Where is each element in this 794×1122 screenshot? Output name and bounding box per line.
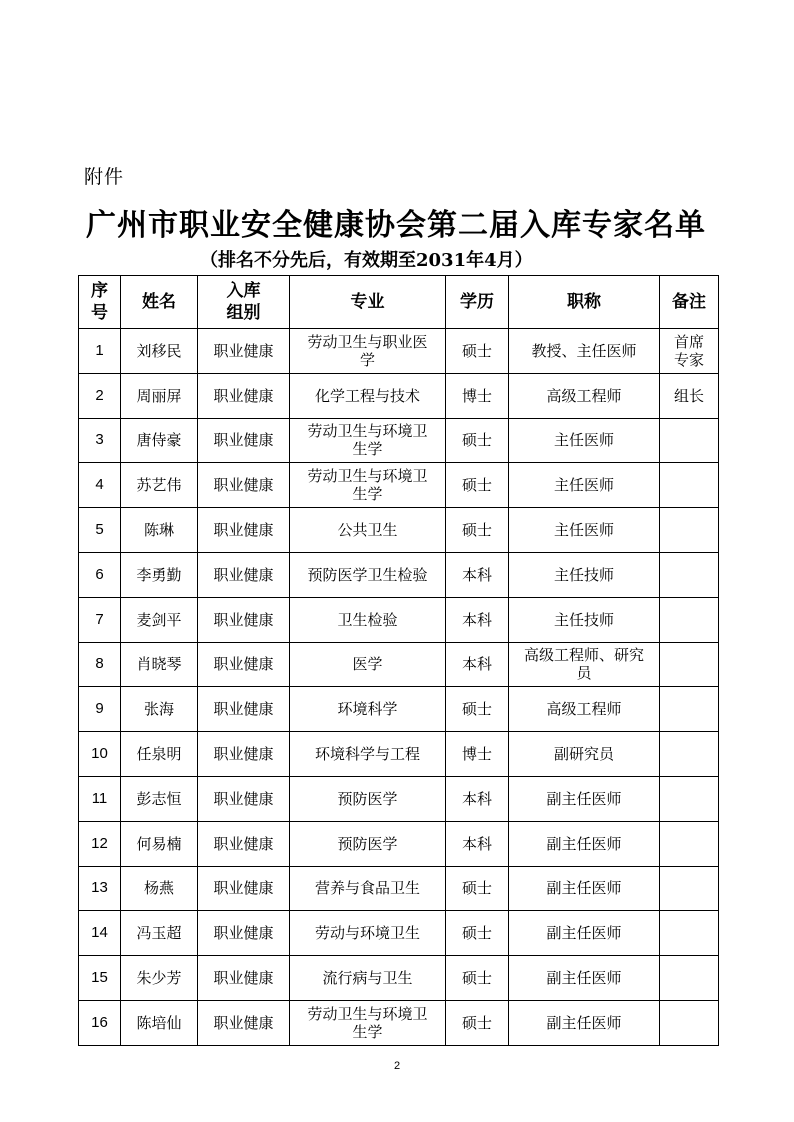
cell-name: 周丽屏 [121, 373, 198, 418]
cell-remark [660, 597, 719, 642]
cell-education: 本科 [446, 552, 509, 597]
cell-education: 本科 [446, 597, 509, 642]
cell-title: 高级工程师 [509, 687, 660, 732]
table-row [79, 687, 719, 732]
cell-remark [660, 1000, 719, 1045]
cell-name: 肖晓琴 [121, 642, 198, 687]
cell-title: 主任医师 [509, 508, 660, 553]
cell-education: 硕士 [446, 463, 509, 508]
table-header-row [79, 276, 719, 329]
cell-title: 副主任医师 [509, 821, 660, 866]
cell-major: 劳动卫生与环境卫生学 [290, 463, 446, 508]
cell-title: 副主任医师 [509, 956, 660, 1001]
cell-index: 15 [79, 956, 121, 1001]
cell-title: 副主任医师 [509, 776, 660, 821]
cell-education: 博士 [446, 373, 509, 418]
attachment-label: 附件 [84, 166, 125, 188]
cell-index: 9 [79, 687, 121, 732]
table-row [79, 776, 719, 821]
table-row [79, 956, 719, 1001]
cell-group: 职业健康 [198, 732, 290, 777]
cell-title: 主任技师 [509, 597, 660, 642]
cell-group: 职业健康 [198, 866, 290, 911]
cell-major: 公共卫生 [290, 508, 446, 553]
cell-education: 硕士 [446, 508, 509, 553]
cell-education: 硕士 [446, 956, 509, 1001]
table-row [79, 552, 719, 597]
cell-title: 教授、主任医师 [509, 329, 660, 374]
cell-education: 硕士 [446, 687, 509, 732]
cell-group: 职业健康 [198, 463, 290, 508]
cell-major: 劳动卫生与环境卫生学 [290, 1000, 446, 1045]
cell-name: 任泉明 [121, 732, 198, 777]
cell-name: 李勇勤 [121, 552, 198, 597]
cell-name: 陈琳 [121, 508, 198, 553]
cell-education: 硕士 [446, 1000, 509, 1045]
table-row [79, 866, 719, 911]
cell-major: 预防医学 [290, 776, 446, 821]
cell-title: 高级工程师 [509, 373, 660, 418]
cell-remark [660, 642, 719, 687]
cell-remark [660, 821, 719, 866]
cell-education: 本科 [446, 821, 509, 866]
header-index: 序号 [79, 276, 121, 329]
table-row [79, 642, 719, 687]
cell-education: 硕士 [446, 911, 509, 956]
cell-major: 预防医学 [290, 821, 446, 866]
table-row [79, 821, 719, 866]
cell-title: 副主任医师 [509, 1000, 660, 1045]
cell-title: 主任技师 [509, 552, 660, 597]
cell-group: 职业健康 [198, 1000, 290, 1045]
header-group: 入库组别 [198, 276, 290, 329]
cell-group: 职业健康 [198, 642, 290, 687]
cell-remark [660, 956, 719, 1001]
document-title: 广州市职业安全健康协会第二届入库专家名单 [86, 208, 706, 243]
header-major: 专业 [290, 276, 446, 329]
cell-name: 陈培仙 [121, 1000, 198, 1045]
cell-remark [660, 732, 719, 777]
cell-index: 12 [79, 821, 121, 866]
cell-major: 预防医学卫生检验 [290, 552, 446, 597]
header-remark: 备注 [660, 276, 719, 329]
cell-name: 杨燕 [121, 866, 198, 911]
cell-group: 职业健康 [198, 552, 290, 597]
cell-index: 13 [79, 866, 121, 911]
table-row [79, 911, 719, 956]
cell-major: 营养与食品卫生 [290, 866, 446, 911]
table-row [79, 597, 719, 642]
table-row [79, 463, 719, 508]
cell-major: 劳动卫生与环境卫生学 [290, 418, 446, 463]
cell-index: 16 [79, 1000, 121, 1045]
cell-index: 3 [79, 418, 121, 463]
table-row [79, 418, 719, 463]
document-subtitle: （排名不分先后，有效期至2031年4月） [200, 250, 533, 271]
cell-group: 职业健康 [198, 597, 290, 642]
table-row [79, 508, 719, 553]
cell-index: 10 [79, 732, 121, 777]
cell-name: 麦剑平 [121, 597, 198, 642]
cell-major: 环境科学与工程 [290, 732, 446, 777]
cell-education: 硕士 [446, 329, 509, 374]
cell-major: 化学工程与技术 [290, 373, 446, 418]
cell-name: 唐侍豪 [121, 418, 198, 463]
table-row [79, 1000, 719, 1045]
cell-group: 职业健康 [198, 373, 290, 418]
cell-name: 朱少芳 [121, 956, 198, 1001]
cell-remark [660, 911, 719, 956]
cell-major: 环境科学 [290, 687, 446, 732]
cell-index: 7 [79, 597, 121, 642]
cell-education: 本科 [446, 776, 509, 821]
header-name: 姓名 [121, 276, 198, 329]
cell-education: 硕士 [446, 418, 509, 463]
cell-name: 苏艺伟 [121, 463, 198, 508]
cell-index: 14 [79, 911, 121, 956]
cell-group: 职业健康 [198, 911, 290, 956]
table-body [79, 329, 719, 1046]
cell-education: 博士 [446, 732, 509, 777]
cell-index: 11 [79, 776, 121, 821]
cell-remark [660, 418, 719, 463]
cell-remark [660, 552, 719, 597]
cell-name: 刘移民 [121, 329, 198, 374]
cell-title: 副主任医师 [509, 911, 660, 956]
cell-title: 副研究员 [509, 732, 660, 777]
cell-index: 8 [79, 642, 121, 687]
header-education: 学历 [446, 276, 509, 329]
cell-title: 主任医师 [509, 418, 660, 463]
cell-title: 副主任医师 [509, 866, 660, 911]
cell-name: 冯玉超 [121, 911, 198, 956]
header-title: 职称 [509, 276, 660, 329]
cell-index: 5 [79, 508, 121, 553]
cell-title: 主任医师 [509, 463, 660, 508]
cell-remark: 首席专家 [660, 329, 719, 374]
cell-major: 劳动卫生与职业医学 [290, 329, 446, 374]
cell-name: 彭志恒 [121, 776, 198, 821]
cell-major: 卫生检验 [290, 597, 446, 642]
cell-index: 1 [79, 329, 121, 374]
table-row [79, 732, 719, 777]
cell-major: 医学 [290, 642, 446, 687]
cell-remark [660, 463, 719, 508]
cell-remark [660, 866, 719, 911]
table-row [79, 373, 719, 418]
cell-group: 职业健康 [198, 329, 290, 374]
cell-remark [660, 687, 719, 732]
cell-name: 何易楠 [121, 821, 198, 866]
cell-index: 6 [79, 552, 121, 597]
cell-remark [660, 776, 719, 821]
cell-group: 职业健康 [198, 776, 290, 821]
cell-group: 职业健康 [198, 821, 290, 866]
cell-index: 2 [79, 373, 121, 418]
cell-group: 职业健康 [198, 687, 290, 732]
cell-group: 职业健康 [198, 508, 290, 553]
cell-major: 劳动与环境卫生 [290, 911, 446, 956]
cell-group: 职业健康 [198, 418, 290, 463]
cell-title: 高级工程师、研究员 [509, 642, 660, 687]
cell-index: 4 [79, 463, 121, 508]
cell-remark [660, 508, 719, 553]
table-row [79, 329, 719, 374]
page-number: 2 [393, 1060, 401, 1072]
cell-remark: 组长 [660, 373, 719, 418]
cell-group: 职业健康 [198, 956, 290, 1001]
cell-education: 本科 [446, 642, 509, 687]
expert-roster-table [78, 275, 719, 1046]
cell-name: 张海 [121, 687, 198, 732]
cell-major: 流行病与卫生 [290, 956, 446, 1001]
cell-education: 硕士 [446, 866, 509, 911]
